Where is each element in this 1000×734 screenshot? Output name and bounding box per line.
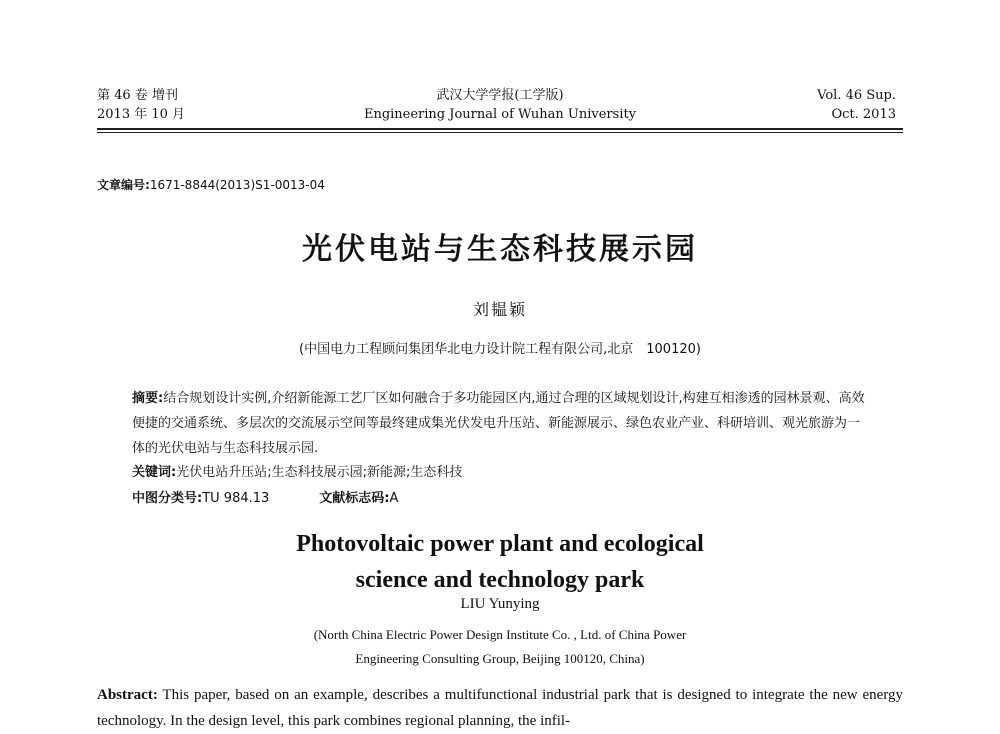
keywords-cn-label: 关键词: — [132, 465, 177, 480]
author-en: LIU Yunying — [460, 596, 540, 612]
abstract-cn-text: 结合规划设计实例,介绍新能源工艺厂区如何融合于多功能园区内,通过合理的区域规划设计,构建互相渗透的园林景观、高效便捷的交通系统、多层次的交流展示空间等最终建成集光伏发电升压站、新能源展示、绿色农业产业、科研培训、观光旅游为一体的光伏电站与生态科技展示园. — [132, 391, 865, 456]
clc-label: 中图分类号: — [132, 491, 203, 506]
affiliation-en — [0, 623, 1000, 671]
abstract-cn — [132, 386, 872, 461]
title-en-line1: Photovoltaic power plant and ecological — [296, 531, 704, 557]
volume-issue: 第 46 卷 增刊 — [97, 88, 178, 103]
clc-value: TU 984.13 — [202, 491, 270, 506]
author-cn: 刘韫颖 — [472, 300, 527, 319]
abstract-cn-label: 摘要: — [132, 391, 164, 406]
journal-name-en: Engineering Journal of Wuhan University — [363, 107, 637, 122]
publication-date-cn: 2013 年 10 月 — [97, 107, 186, 122]
publication-date-en: Oct. 2013 — [831, 107, 896, 122]
article-number-label: 文章编号: — [97, 178, 150, 192]
keywords-cn-text: 光伏电站升压站;生态科技展示园;新能源;生态科技 — [176, 465, 463, 480]
classification-row — [132, 487, 398, 506]
title-en-line2: science and technology park — [355, 567, 645, 593]
keywords-cn — [132, 461, 462, 480]
journal-volume-info-en — [817, 86, 896, 124]
doc-code-value: A — [389, 491, 399, 506]
title-en — [0, 526, 1000, 598]
volume-en: Vol. 46 Sup. — [817, 88, 896, 103]
affiliation-cn: (中国电力工程顾问集团华北电力设计院工程有限公司,北京 100120) — [299, 342, 701, 357]
doc-code-label: 文献标志码: — [319, 491, 390, 506]
title-cn: 光伏电站与生态科技展示园 — [302, 232, 698, 267]
header-rule-thin — [97, 132, 903, 133]
affiliation-en-line1: (North China Electric Power Design Institute Co. , Ltd. of China Power — [313, 627, 687, 642]
article-number-value: 1671-8844(2013)S1-0013-04 — [149, 178, 325, 192]
article-number — [97, 176, 325, 193]
abstract-en-text: This paper, based on an example, describes a multifunctional industrial park that is designed to integrate the new energy technology. In the design level, this park combines regional planning, the infil- — [97, 687, 903, 729]
abstract-en — [97, 682, 903, 734]
affiliation-en-line2: Engineering Consulting Group, Beijing 100120, China) — [355, 651, 645, 666]
header-rule-thick — [97, 128, 903, 130]
abstract-en-label: Abstract: — [97, 687, 158, 703]
journal-name-cn: 武汉大学学报(工学版) — [436, 88, 564, 103]
